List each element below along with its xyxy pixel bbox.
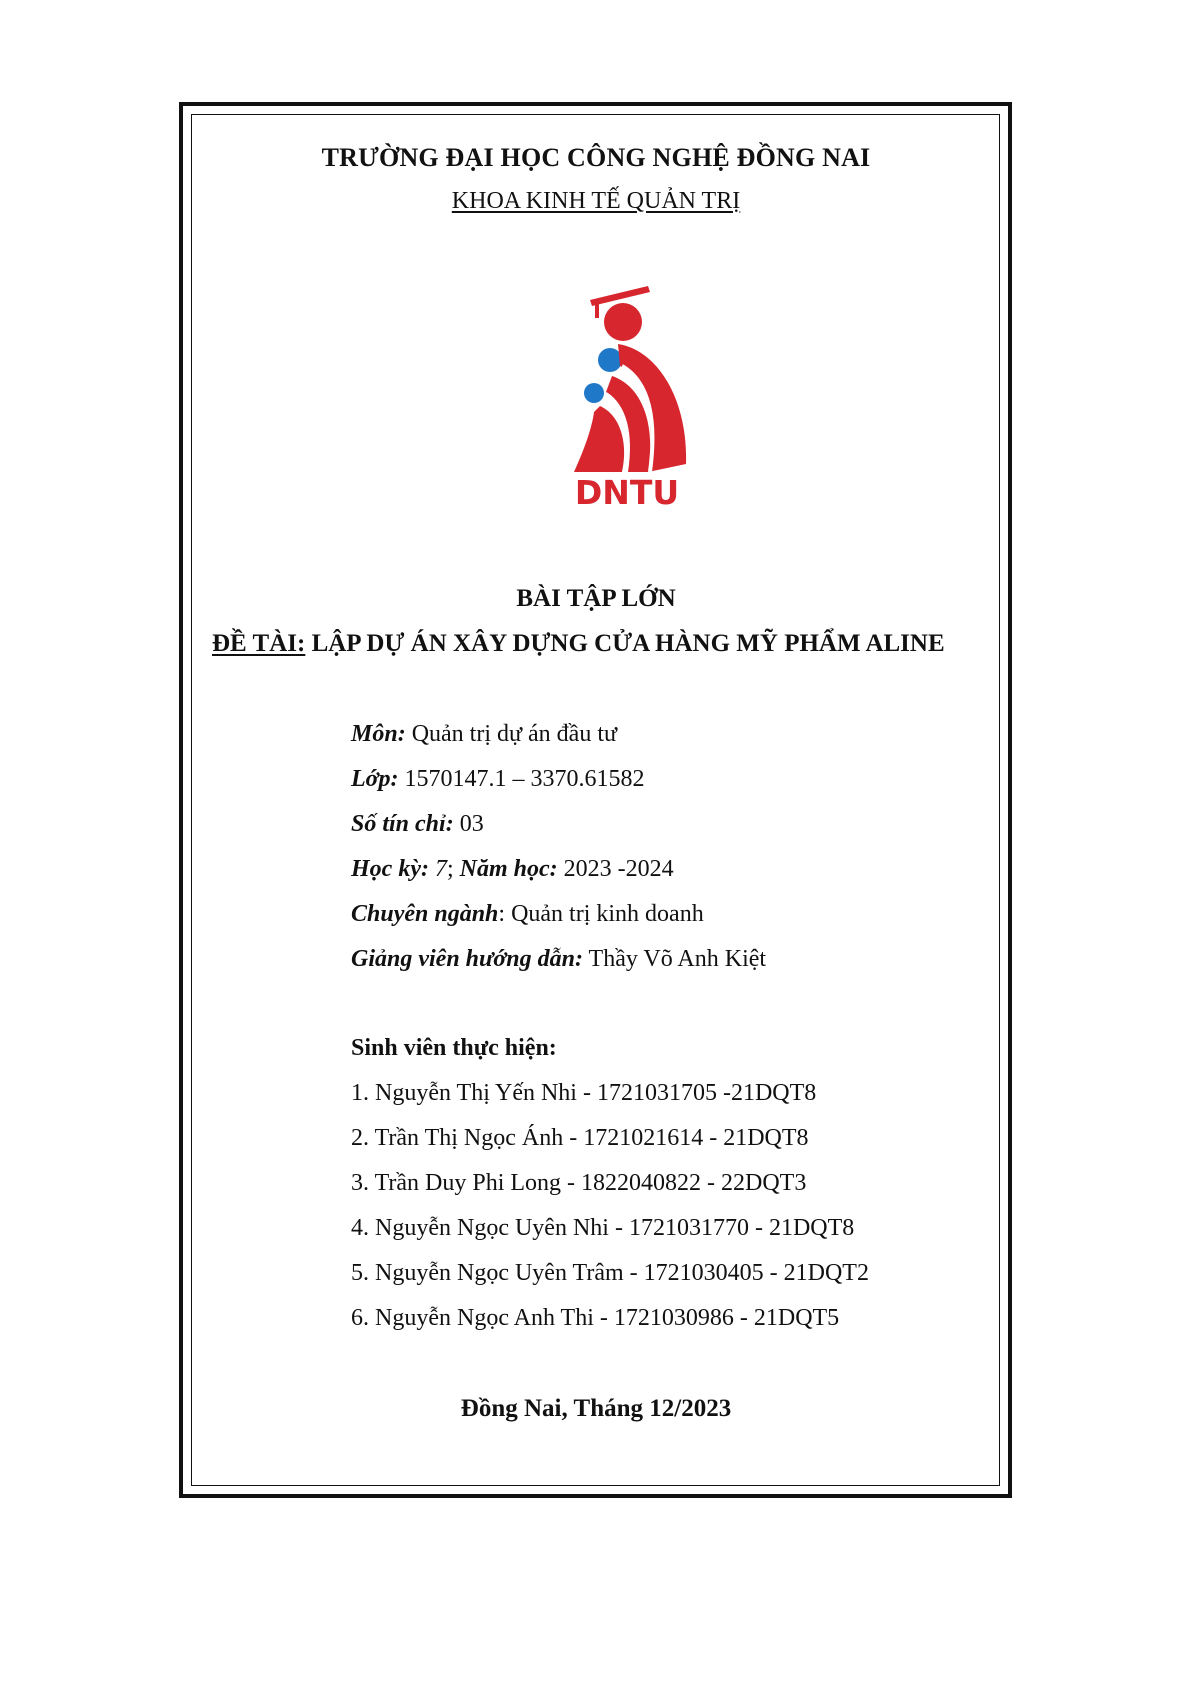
major-label: Chuyên ngành <box>351 901 499 927</box>
dntu-logo <box>540 282 730 522</box>
advisor-line <box>351 946 766 973</box>
semester-label: Học kỳ: <box>351 856 429 882</box>
year-label: Năm học: <box>459 856 558 882</box>
student-item: 5. Nguyễn Ngọc Uyên Trâm - 1721030405 - 21DQT2 <box>351 1260 869 1286</box>
topic-title: LẬP DỰ ÁN XÂY DỰNG CỬA HÀNG MỸ PHẨM ALINE <box>305 630 945 657</box>
student-item: 4. Nguyễn Ngọc Uyên Nhi - 1721031770 - 21DQT8 <box>351 1215 855 1241</box>
student-item: 1. Nguyễn Thị Yến Nhi - 1721031705 -21DQT8 <box>351 1080 817 1106</box>
faculty-name: KHOA KINH TẾ QUẢN TRỊ <box>451 188 741 214</box>
class-label: Lớp: <box>351 766 399 792</box>
logo-text: DNTU <box>574 473 680 512</box>
advisor-label: Giảng viên hướng dẫn: <box>351 946 583 972</box>
major-value: : Quản trị kinh doanh <box>498 901 704 927</box>
place-date: Đồng Nai, Tháng 12/2023 <box>460 1395 732 1422</box>
semester-separator: ; <box>446 856 460 882</box>
students-title: Sinh viên thực hiện: <box>351 1035 557 1061</box>
year-value: 2023 -2024 <box>557 856 674 882</box>
major-line <box>351 901 704 928</box>
topic-label: ĐỀ TÀI: <box>212 630 306 657</box>
advisor-value: Thầy Võ Anh Kiệt <box>582 946 767 972</box>
report-type: BÀI TẬP LỚN <box>516 585 676 612</box>
subject-label: Môn: <box>351 721 406 747</box>
student-item: 2. Trần Thị Ngọc Ánh - 1721021614 - 21DQT8 <box>351 1125 809 1151</box>
topic-line <box>212 630 945 658</box>
semester-value: 7 <box>428 856 447 882</box>
subject-line <box>351 721 617 748</box>
student-item: 6. Nguyễn Ngọc Anh Thi - 1721030986 - 21DQT5 <box>351 1305 840 1331</box>
credits-value: 03 <box>453 811 484 837</box>
subject-value: Quản trị dự án đầu tư <box>405 721 617 747</box>
semester-line <box>351 856 674 883</box>
class-value: 1570147.1 – 3370.61582 <box>398 766 645 792</box>
student-item: 3. Trần Duy Phi Long - 1822040822 - 22DQT3 <box>351 1170 807 1196</box>
credits-line <box>351 811 484 838</box>
class-line <box>351 766 645 793</box>
credits-label: Số tín chỉ: <box>351 811 454 837</box>
university-name: TRƯỜNG ĐẠI HỌC CÔNG NGHỆ ĐỒNG NAI <box>321 143 871 172</box>
